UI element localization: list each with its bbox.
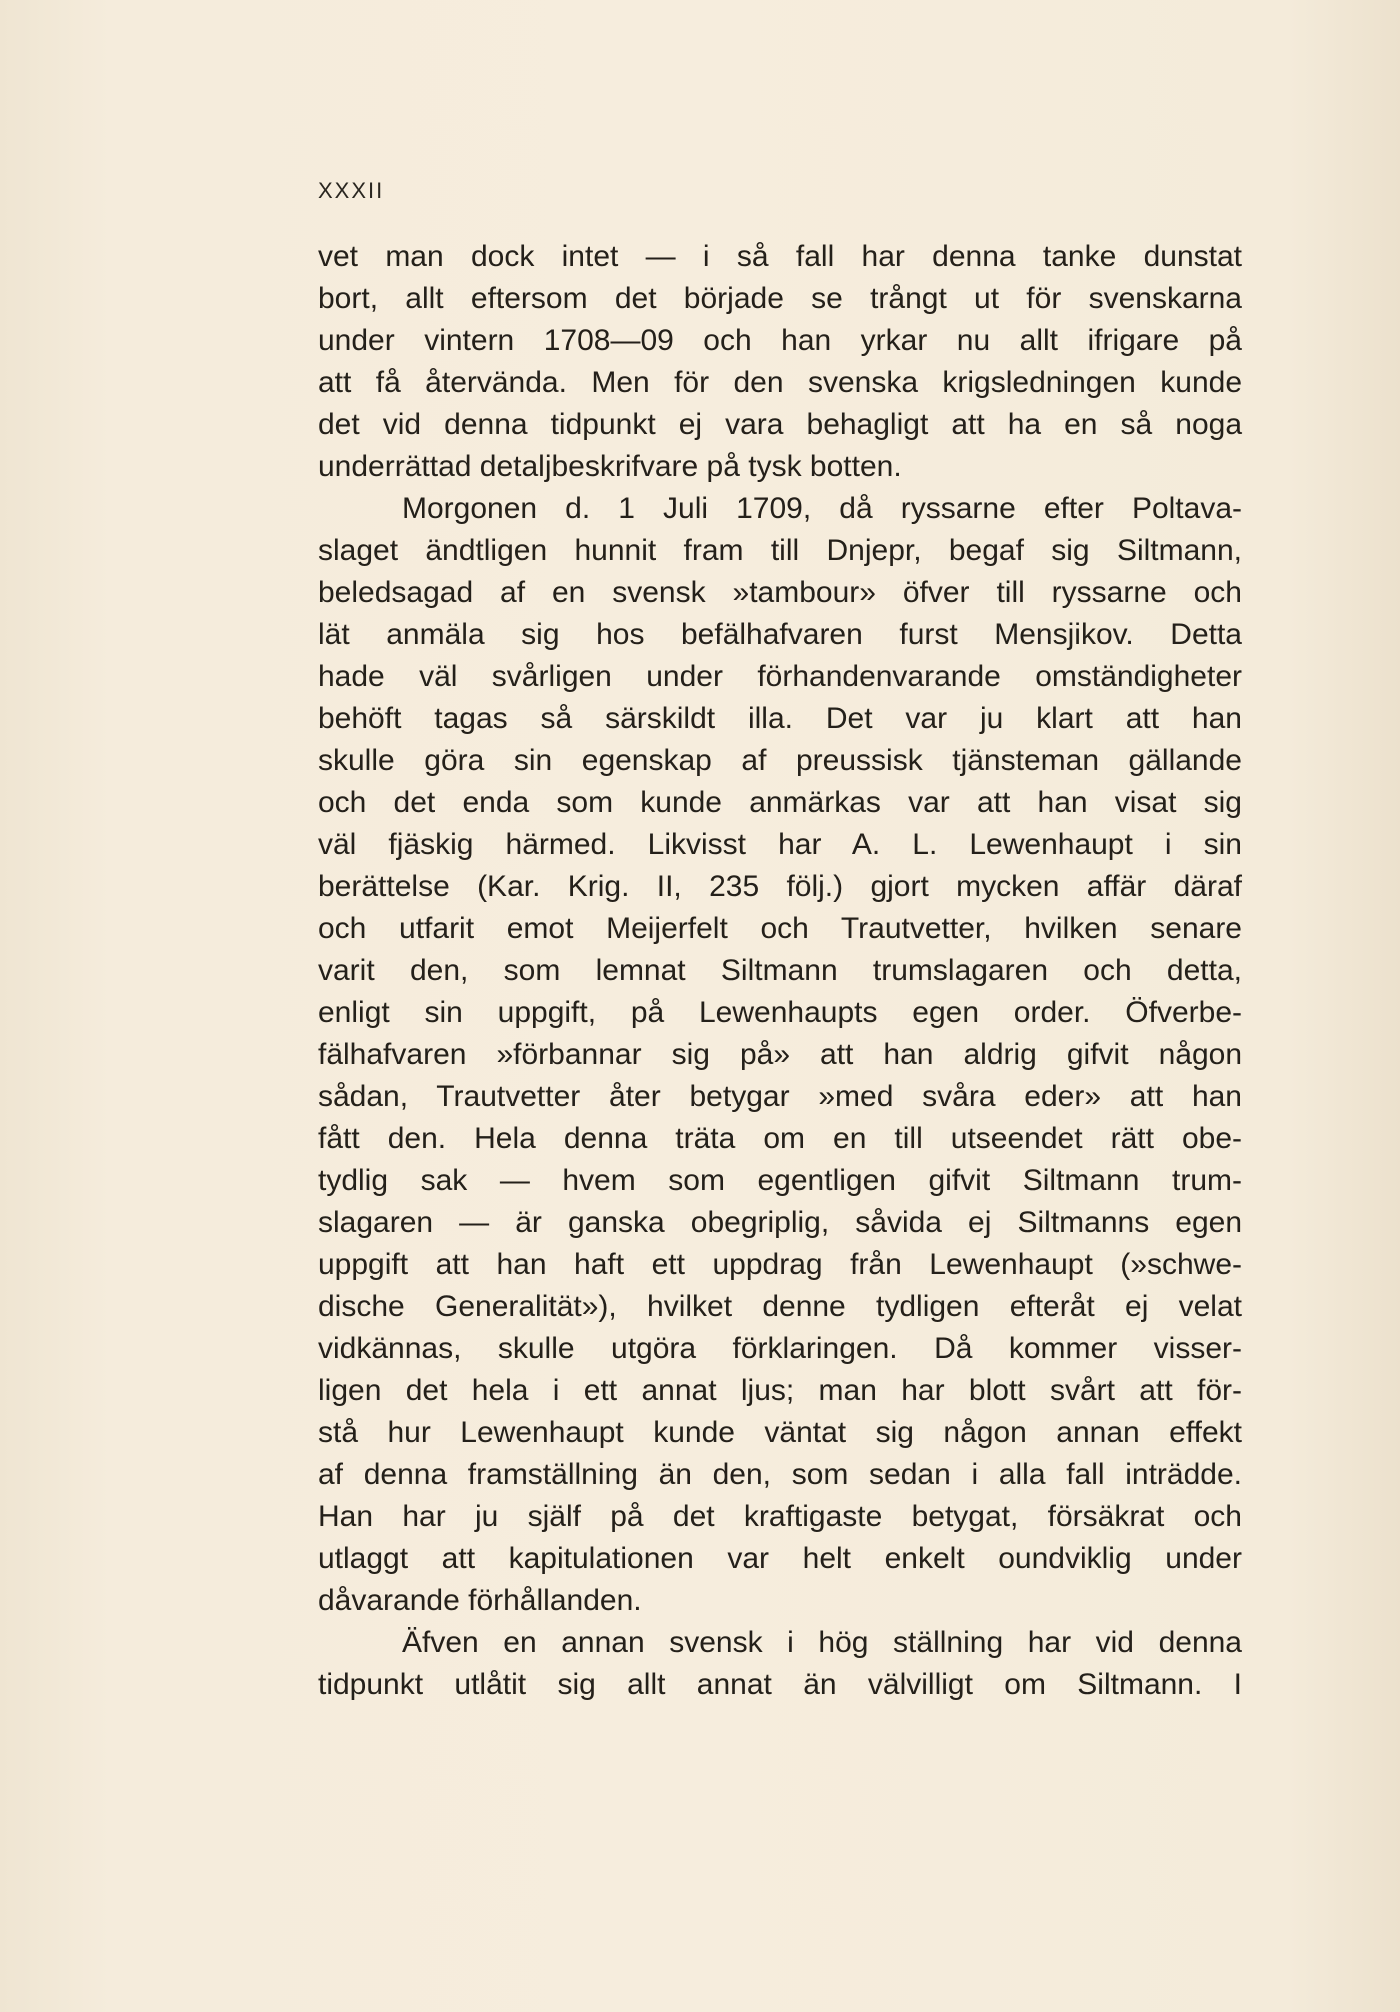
text-line: bort, allt eftersom det började se trångt ut för svenskarna [318,282,1242,315]
text-line: och det enda som kunde anmärkas var att han visat sig [318,786,1242,819]
text-line: hade väl svårligen under förhandenvarande omständigheter [318,660,1242,693]
text-line: Han har ju själf på det kraftigaste betygat, försäkrat och [318,1500,1242,1533]
text-line: fått den. Hela denna träta om en till utseendet rätt obe- [318,1122,1242,1155]
text-line: berättelse (Kar. Krig. II, 235 följ.) gjort mycken affär däraf [318,870,1242,903]
text-line: skulle göra sin egenskap af preussisk tjänsteman gällande [318,744,1242,777]
text-line: att få återvända. Men för den svenska krigsledningen kunde [318,366,1242,399]
text-line: af denna framställning än den, som sedan i alla fall inträdde. [318,1458,1242,1491]
text-line: sådan, Trautvetter åter betygar »med svåra eder» att han [318,1080,1242,1113]
text-line: Morgonen d. 1 Juli 1709, då ryssarne efter Poltava- [402,492,1242,525]
page-number: XXXII [318,178,385,203]
text-line: slagaren — är ganska obegriplig, såvida ej Siltmanns egen [318,1206,1242,1239]
text-line: slaget ändtligen hunnit fram till Dnjepr, begaf sig Siltmann, [318,534,1242,567]
text-line: fälhafvaren »förbannar sig på» att han aldrig gifvit någon [318,1038,1242,1071]
text-line: vet man dock intet — i så fall har denna tanke dunstat [318,240,1242,273]
text-line: dåvarande förhållanden. [318,1584,642,1617]
text-line: stå hur Lewenhaupt kunde väntat sig någon annan effekt [318,1416,1242,1449]
text-line: under vintern 1708—09 och han yrkar nu allt ifrigare på [318,324,1242,357]
text-line: och utfarit emot Meijerfelt och Trautvetter, hvilken senare [318,912,1242,945]
text-line: vidkännas, skulle utgöra förklaringen. Då kommer visser- [318,1332,1242,1365]
text-line: tidpunkt utlåtit sig allt annat än välvilligt om Siltmann. I [318,1668,1242,1701]
text-line: det vid denna tidpunkt ej vara behagligt att ha en så noga [318,408,1242,441]
text-line: dische Generalität»), hvilket denne tydligen efteråt ej velat [318,1290,1242,1323]
text-line: tydlig sak — hvem som egentligen gifvit Siltmann trum- [318,1164,1242,1197]
text-line: lät anmäla sig hos befälhafvaren furst Mensjikov. Detta [318,618,1242,651]
text-line: varit den, som lemnat Siltmann trumslagaren och detta, [318,954,1242,987]
text-line: uppgift att han haft ett uppdrag från Lewenhaupt (»schwe- [318,1248,1242,1281]
text-line: väl fjäskig härmed. Likvisst har A. L. Lewenhaupt i sin [318,828,1242,861]
text-line: beledsagad af en svensk »tambour» öfver till ryssarne och [318,576,1242,609]
text-line: enligt sin uppgift, på Lewenhaupts egen order. Öfverbe- [318,996,1242,1029]
body-text [318,236,1242,1706]
text-line: ligen det hela i ett annat ljus; man har blott svårt att för- [318,1374,1242,1407]
text-line: utlaggt att kapitulationen var helt enkelt oundviklig under [318,1542,1242,1575]
text-line: behöft tagas så särskildt illa. Det var ju klart att han [318,702,1242,735]
text-line: underrättad detaljbeskrifvare på tysk botten. [318,450,902,483]
text-line: Äfven en annan svensk i hög ställning har vid denna [402,1626,1242,1659]
